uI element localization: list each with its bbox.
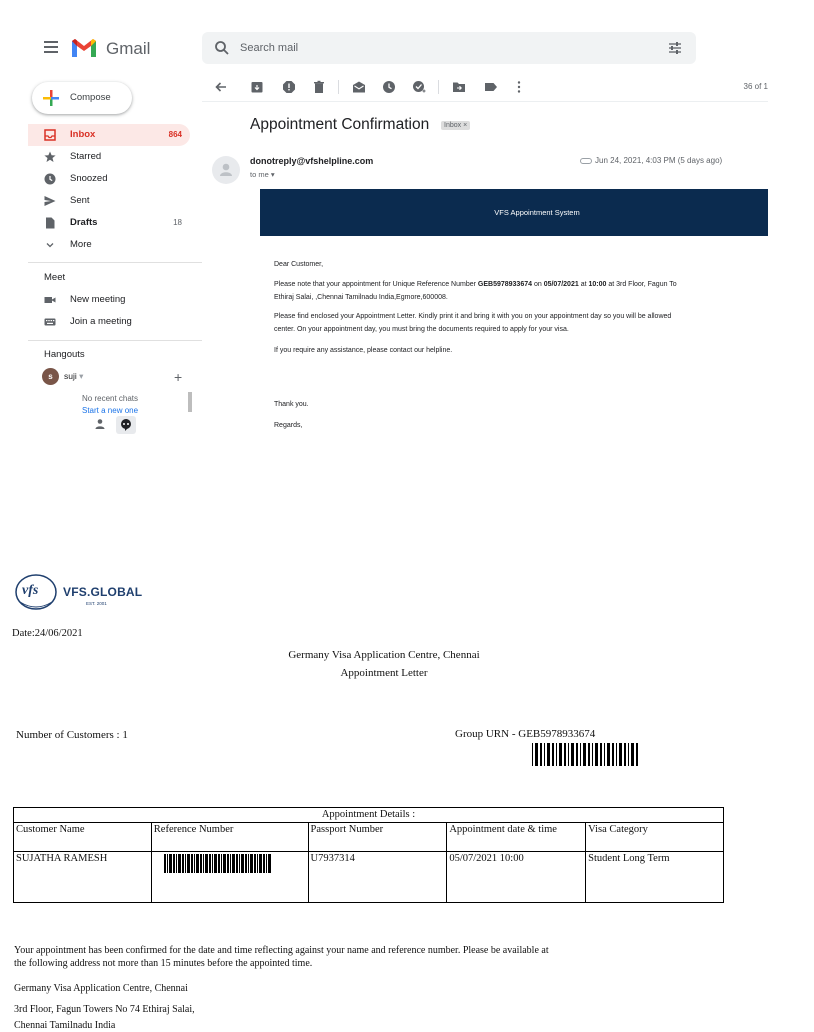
visa-category-cell: Student Long Term	[586, 852, 724, 903]
barcode-bar	[178, 854, 181, 873]
barcode-bar	[263, 854, 265, 873]
column-header: Appointment date & time	[447, 823, 586, 852]
back-arrow-icon[interactable]	[214, 80, 228, 94]
report-spam-icon[interactable]	[282, 80, 296, 94]
passport-number-cell: U7937314	[308, 852, 447, 903]
divider	[28, 262, 202, 263]
letter-date: Date:24/06/2021	[12, 628, 83, 639]
barcode-bar	[212, 854, 213, 873]
barcode-bar	[164, 854, 166, 873]
archive-icon[interactable]	[250, 80, 264, 94]
message-date	[580, 156, 722, 165]
avatar[interactable]: s	[42, 368, 59, 385]
sidebar-item-label: Snoozed	[70, 173, 108, 184]
barcode-bar	[588, 743, 590, 766]
email-subject: Appointment Confirmation	[250, 116, 430, 133]
barcode-bar	[628, 743, 629, 766]
send-icon	[44, 195, 56, 207]
barcode-bar	[631, 743, 634, 766]
barcode-bar	[209, 854, 211, 873]
barcode-bar	[221, 854, 222, 873]
barcode-bar	[245, 854, 247, 873]
barcode-bar	[559, 743, 562, 766]
toolbar-divider	[438, 80, 439, 94]
recipient-details-toggle[interactable]: to me ▾	[250, 170, 275, 179]
appointment-datetime-cell: 05/07/2021 10:00	[447, 852, 586, 903]
barcode-bar	[535, 743, 538, 766]
column-header: Reference Number	[151, 823, 308, 852]
p1-d: at 3rd Floor, Fagun To	[606, 281, 677, 288]
email-signoff: Thank you.	[274, 401, 309, 408]
barcode-bar	[196, 854, 199, 873]
email-greeting: Dear Customer,	[274, 261, 324, 268]
barcode-bar	[241, 854, 244, 873]
column-header: Customer Name	[14, 823, 152, 852]
p1-time: 10:00	[588, 281, 607, 288]
compose-plus-icon	[42, 89, 60, 107]
p1-b: on	[532, 281, 544, 288]
compose-button[interactable]	[32, 82, 132, 114]
email-paragraph-line: Please find enclosed your Appointment Letter. Kindly print it and bring it with you on your appointment day so you will be allowed	[274, 313, 672, 320]
table-caption: Appointment Details :	[14, 808, 724, 823]
barcode-bar	[254, 854, 256, 873]
barcode-bar	[232, 854, 235, 873]
compose-label: Compose	[70, 92, 111, 103]
confirmation-text-line: Your appointment has been confirmed for the date and time reflecting against your name and reference number. Please be available at	[14, 945, 549, 956]
barcode-bar	[250, 854, 253, 873]
sidebar-item-drafts[interactable]	[28, 212, 190, 234]
customer-name-cell: SUJATHA RAMESH	[14, 852, 152, 903]
barcode-bar	[552, 743, 554, 766]
barcode-bar	[194, 854, 195, 873]
sidebar-item-starred[interactable]	[28, 146, 190, 168]
join-meeting-item[interactable]	[28, 311, 190, 333]
column-header: Passport Number	[308, 823, 447, 852]
barcode-bar	[227, 854, 229, 873]
snooze-clock-icon[interactable]	[382, 80, 396, 94]
message-date-text: Jun 24, 2021, 4:03 PM (5 days ago)	[595, 156, 723, 165]
sidebar-item-label: More	[70, 239, 92, 250]
message-toolbar	[202, 74, 768, 102]
group-urn-barcode	[532, 743, 642, 766]
more-vertical-icon[interactable]	[512, 80, 526, 94]
email-paragraph-line: If you require any assistance, please contact our helpline.	[274, 347, 453, 354]
new-meeting-label: New meeting	[70, 294, 126, 305]
barcode-bar	[182, 854, 184, 873]
barcode-bar	[592, 743, 593, 766]
sidebar-item-more[interactable]	[28, 234, 190, 256]
move-to-folder-icon[interactable]	[452, 80, 466, 94]
barcode-bar	[540, 743, 542, 766]
barcode-bar	[214, 854, 217, 873]
barcode-bar	[191, 854, 193, 873]
barcode-bar	[239, 854, 240, 873]
barcode-bar	[266, 854, 267, 873]
clock-icon	[44, 173, 56, 185]
join-meeting-label: Join a meeting	[70, 316, 132, 327]
barcode-bar	[568, 743, 569, 766]
barcode-bar	[205, 854, 208, 873]
attachment-icon	[580, 158, 592, 164]
video-camera-icon	[44, 294, 56, 306]
sidebar-item-label: Starred	[70, 151, 102, 162]
sidebar-item-sent[interactable]	[28, 190, 190, 212]
gmail-header	[0, 0, 768, 68]
trash-icon[interactable]	[312, 80, 326, 94]
barcode-bar	[556, 743, 557, 766]
appointment-details-table	[13, 807, 724, 903]
barcode-bar	[218, 854, 220, 873]
search-icon[interactable]	[214, 40, 230, 56]
barcode-bar	[544, 743, 545, 766]
vfs-logo-text: vfs	[22, 583, 39, 598]
message-position-count: 36 of 1	[743, 82, 768, 91]
barcode-bar	[612, 743, 614, 766]
scrollbar[interactable]	[188, 392, 192, 412]
hangouts-user-name: suji	[64, 371, 77, 381]
barcode-bar	[607, 743, 610, 766]
barcode-bar	[547, 743, 550, 766]
barcode-bar	[604, 743, 605, 766]
gmail-logo-icon	[70, 37, 98, 59]
person-icon[interactable]	[94, 418, 106, 430]
search-input[interactable]	[240, 38, 640, 58]
table-row	[14, 852, 724, 903]
barcode-bar	[583, 743, 586, 766]
label-icon[interactable]	[484, 80, 498, 94]
table-header-row	[14, 823, 724, 852]
address-line: 3rd Floor, Fagun Towers No 74 Ethiraj Salai,	[14, 1004, 195, 1015]
barcode-bar	[268, 854, 271, 873]
gmail-wordmark: Gmail	[106, 39, 151, 58]
reference-barcode	[164, 854, 272, 873]
sidebar-item-inbox[interactable]	[28, 124, 190, 146]
customer-count: Number of Customers : 1	[16, 729, 128, 741]
barcode-bar	[532, 743, 533, 766]
chevron-down-icon: ▾	[79, 371, 84, 381]
barcode-bar	[595, 743, 598, 766]
new-meeting-item[interactable]	[28, 289, 190, 311]
add-task-icon[interactable]	[412, 80, 426, 94]
barcode-bar	[176, 854, 177, 873]
star-icon	[44, 151, 56, 163]
inbox-label-chip[interactable]: Inbox ×	[441, 121, 470, 130]
divider	[28, 340, 202, 341]
chat-bubble-icon	[116, 416, 136, 434]
email-regards: Regards,	[274, 422, 303, 429]
barcode-bar	[167, 854, 168, 873]
search-bar[interactable]	[202, 32, 696, 64]
barcode-bar	[223, 854, 226, 873]
brand-established: EST. 2001	[86, 601, 107, 606]
banner-title: VFS Appointment System	[494, 208, 580, 217]
hangouts-chat-button[interactable]	[116, 416, 136, 434]
barcode-bar	[257, 854, 258, 873]
barcode-bar	[185, 854, 186, 873]
barcode-bar	[173, 854, 175, 873]
start-new-chat-link[interactable]: Start a new one	[82, 406, 139, 415]
hangouts-title: Hangouts	[44, 349, 85, 360]
barcode-bar	[203, 854, 204, 873]
email-paragraph	[274, 279, 758, 290]
barcode-bar	[236, 854, 238, 873]
p1-date: 05/07/2021	[543, 281, 579, 288]
barcode-bar	[200, 854, 202, 873]
centre-title: Germany Visa Application Centre, Chennai	[288, 649, 480, 661]
p1-urn: GEB5978933674	[477, 281, 533, 288]
sidebar-item-snoozed[interactable]	[28, 168, 190, 190]
sidebar-item-label: Inbox	[70, 129, 96, 140]
inbox-icon	[44, 129, 56, 141]
barcode-bar	[230, 854, 231, 873]
sidebar-item-label: Sent	[70, 195, 90, 206]
sender-avatar	[212, 156, 240, 184]
draft-count: 18	[173, 218, 182, 227]
barcode-bar	[169, 854, 172, 873]
barcode-bar	[571, 743, 574, 766]
barcode-bar	[616, 743, 617, 766]
confirmation-text-line: the following address not more than 15 minutes before the appointed time.	[14, 958, 313, 969]
barcode-bar	[248, 854, 249, 873]
barcode-bar	[636, 743, 638, 766]
sender-address: donotreply@vfshelpline.com	[250, 156, 374, 166]
add-chat-icon[interactable]: +	[174, 369, 183, 385]
barcode-bar	[580, 743, 581, 766]
email-paragraph-line: center. On your appointment day, you must bring the documents required to apply for your visa.	[274, 326, 569, 333]
p1-c: at	[578, 281, 589, 288]
gmail-screenshot	[0, 0, 768, 440]
barcode-bar	[600, 743, 602, 766]
chats-list	[42, 392, 192, 414]
address-line: Chennai Tamilnadu India	[14, 1020, 116, 1031]
email-paragraph-line: Ethiraj Salai, ,Chennai Tamilnadu India,Egmore,600008.	[274, 294, 448, 301]
chevron-down-icon	[44, 239, 56, 251]
p1-a: Please note that your appointment for Unique Reference Number	[274, 281, 478, 288]
sidebar-item-label: Drafts	[70, 217, 98, 228]
unread-count: 864	[168, 130, 182, 139]
keyboard-icon	[44, 316, 56, 328]
mark-unread-icon[interactable]	[352, 80, 366, 94]
toolbar-divider	[338, 80, 339, 94]
reference-number-cell	[151, 852, 308, 903]
meet-title: Meet	[44, 272, 66, 283]
barcode-bar	[564, 743, 566, 766]
barcode-bar	[624, 743, 626, 766]
address-line: Germany Visa Application Centre, Chennai	[14, 983, 188, 994]
letter-title: Appointment Letter	[340, 667, 428, 679]
column-header: Visa Category	[586, 823, 724, 852]
main-menu-icon[interactable]	[44, 41, 58, 53]
email-banner	[260, 189, 768, 236]
hangouts-user[interactable]	[64, 371, 83, 382]
sidebar	[28, 76, 202, 440]
draft-icon	[44, 217, 56, 229]
no-recent-chats: No recent chats	[82, 394, 139, 403]
search-options-icon[interactable]	[668, 41, 682, 55]
barcode-bar	[187, 854, 190, 873]
barcode-bar	[259, 854, 262, 873]
email-body	[260, 189, 768, 440]
barcode-bar	[619, 743, 622, 766]
barcode-bar	[576, 743, 578, 766]
group-urn: Group URN - GEB5978933674	[455, 728, 596, 740]
brand-name: VFS.GLOBAL	[63, 585, 143, 599]
person-icon	[212, 156, 240, 184]
